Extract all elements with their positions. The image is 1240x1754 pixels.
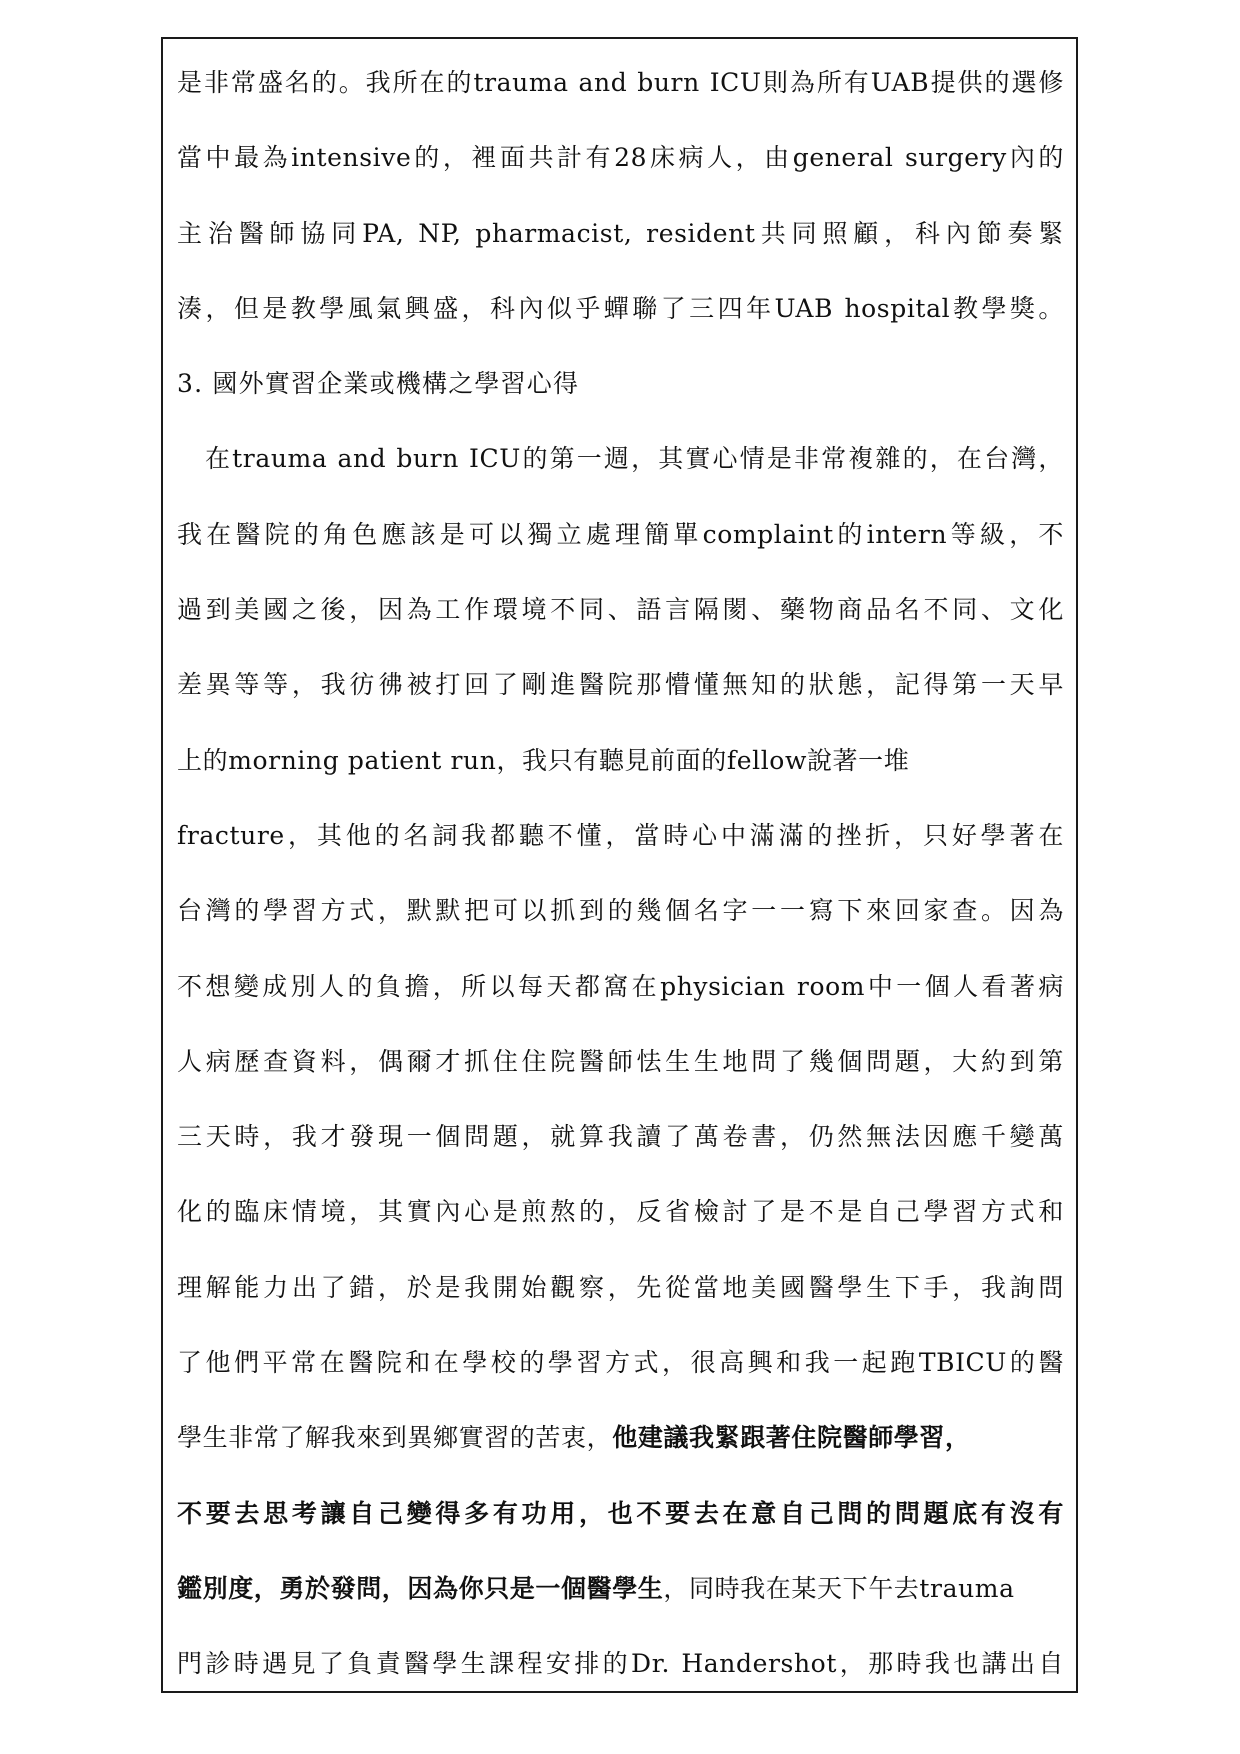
text-line: 差異等等，我彷彿被打回了剛進醫院那懵懂無知的狀態，記得第一天早: [177, 670, 1064, 700]
text-line: 門診時遇見了負責醫學生課程安排的Dr. Handershot，那時我也講出自: [177, 1649, 1064, 1679]
text-line: 化的臨床情境，其實內心是煎熬的，反省檢討了是不是自己學習方式和: [177, 1197, 1064, 1227]
section-heading: 3. 國外實習企業或機構之學習心得: [177, 369, 580, 399]
document-body: [177, 45, 1064, 1702]
text-line: 過到美國之後，因為工作環境不同、語言隔閡、藥物商品名不同、文化: [177, 595, 1064, 625]
paragraph-first-line: 在trauma and burn ICU的第一週，其實心情是非常複雜的，在台灣，: [205, 444, 1064, 474]
text-line: 主治醫師協同PA, NP, pharmacist, resident共同照顧，科內節奏緊: [177, 218, 1064, 248]
text-line: 不想變成別人的負擔，所以每天都窩在physician room中一個人看著病: [177, 971, 1064, 1001]
text-line-mixed: [177, 1551, 1064, 1626]
text-line: 理解能力出了錯，於是我開始觀察，先從當地美國醫學生下手，我詢問: [177, 1272, 1064, 1302]
text-line: 我在醫院的角色應該是可以獨立處理簡單complaint的intern等級，不: [177, 519, 1064, 549]
text-line: 是非常盛名的。我所在的trauma and burn ICU則為所有UAB提供的選修: [177, 68, 1064, 97]
text-line: 湊，但是教學風氣興盛，科內似乎蟬聯了三四年UAB hospital教學獎。: [177, 293, 1064, 323]
text-line-mixed: [177, 1400, 1064, 1475]
bold-text-line: 不要去思考讓自己變得多有功用，也不要去在意自己問的問題底有沒有: [177, 1498, 1064, 1528]
text-line: 上的morning patient run，我只有聽見前面的fellow說著一堆: [177, 745, 910, 775]
plain-text: 學生非常了解我來到異鄉實習的苦衷，: [177, 1423, 613, 1453]
text-line: 人病歷查資料，偶爾才抓住住院醫師怯生生地問了幾個問題，大約到第: [177, 1046, 1064, 1076]
text-line: 三天時，我才發現一個問題，就算我讀了萬卷書，仍然無法因應千變萬: [177, 1122, 1064, 1152]
text-line: fracture，其他的名詞我都聽不懂，當時心中滿滿的挫折，只好學著在: [177, 820, 1064, 850]
text-line: 了他們平常在醫院和在學校的學習方式，很高興和我一起跑TBICU的醫: [177, 1348, 1064, 1378]
text-line: 台灣的學習方式，默默把可以抓到的幾個名字一一寫下來回家查。因為: [177, 896, 1064, 926]
bold-text: 他建議我緊跟著住院醫師學習，: [612, 1423, 971, 1453]
page-border: [161, 37, 1078, 1693]
plain-text: ，同時我在某天下午去trauma: [663, 1573, 1015, 1603]
text-line: 當中最為intensive的，裡面共計有28床病人，由general surgery內的: [177, 143, 1064, 173]
bold-text: 鑑別度，勇於發問，因為你只是一個醫學生: [177, 1573, 664, 1603]
